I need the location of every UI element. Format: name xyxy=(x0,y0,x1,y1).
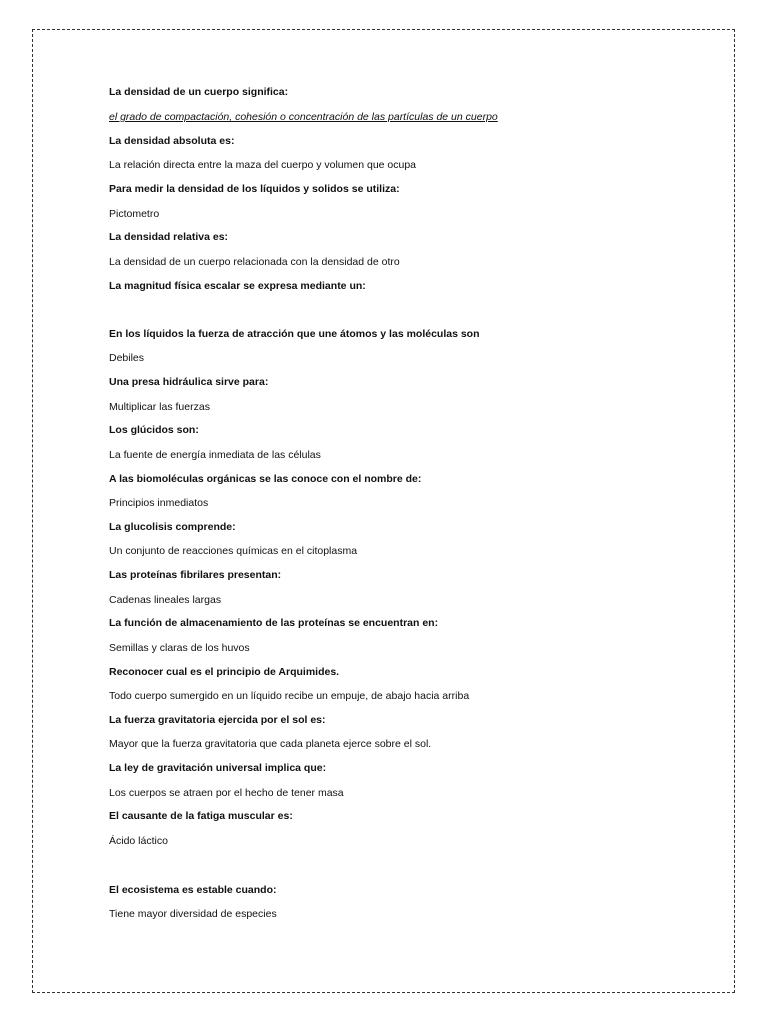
question-3: Para medir la densidad de los líquidos y solidos se utiliza: xyxy=(109,183,400,195)
question-7: Una presa hidráulica sirve para: xyxy=(109,376,269,388)
question-6: En los líquidos la fuerza de atracción que une átomos y las moléculas son xyxy=(109,328,480,340)
question-2: La densidad absoluta es: xyxy=(109,135,235,147)
answer-9: Principios inmediatos xyxy=(109,497,209,509)
answer-6: Debiles xyxy=(109,352,145,364)
answer-3: Pictometro xyxy=(109,208,160,220)
question-17: El ecosistema es estable cuando: xyxy=(109,884,277,896)
question-8: Los glúcidos son: xyxy=(109,424,199,436)
question-16: El causante de la fatiga muscular es: xyxy=(109,810,293,822)
answer-12: Semillas y claras de los huvos xyxy=(109,642,250,654)
answer-7: Multiplicar las fuerzas xyxy=(109,401,210,413)
question-12: La función de almacenamiento de las proteínas se encuentran en: xyxy=(109,617,439,629)
page-border xyxy=(32,29,735,993)
question-5: La magnitud física escalar se expresa mediante un: xyxy=(109,280,366,292)
question-11: Las proteínas fibrilares presentan: xyxy=(109,569,282,581)
question-15: La ley de gravitación universal implica que: xyxy=(109,762,327,774)
answer-16: Ácido láctico xyxy=(109,835,168,847)
answer-4: La densidad de un cuerpo relacionada con la densidad de otro xyxy=(109,256,400,268)
question-9: A las biomoléculas orgánicas se las conoce con el nombre de: xyxy=(109,473,422,485)
answer-13: Todo cuerpo sumergido en un líquido recibe un empuje, de abajo hacia arriba xyxy=(109,690,470,702)
answer-2: La relación directa entre la maza del cuerpo y volumen que ocupa xyxy=(109,159,417,171)
answer-11: Cadenas lineales largas xyxy=(109,594,222,606)
question-13: Reconocer cual es el principio de Arquimides. xyxy=(109,666,340,678)
question-1: La densidad de un cuerpo significa: xyxy=(109,86,289,98)
answer-8: La fuente de energía inmediata de las células xyxy=(109,449,321,461)
answer-14: Mayor que la fuerza gravitatoria que cada planeta ejerce sobre el sol. xyxy=(109,738,432,750)
question-14: La fuerza gravitatoria ejercida por el sol es: xyxy=(109,714,326,726)
answer-15: Los cuerpos se atraen por el hecho de tener masa xyxy=(109,787,344,799)
answer-17: Tiene mayor diversidad de especies xyxy=(109,908,277,920)
question-10: La glucolisis comprende: xyxy=(109,521,236,533)
question-4: La densidad relativa es: xyxy=(109,231,229,243)
answer-10: Un conjunto de reacciones químicas en el citoplasma xyxy=(109,545,358,557)
answer-1: el grado de compactación, cohesión o concentración de las partículas de un cuerpo xyxy=(109,111,498,123)
